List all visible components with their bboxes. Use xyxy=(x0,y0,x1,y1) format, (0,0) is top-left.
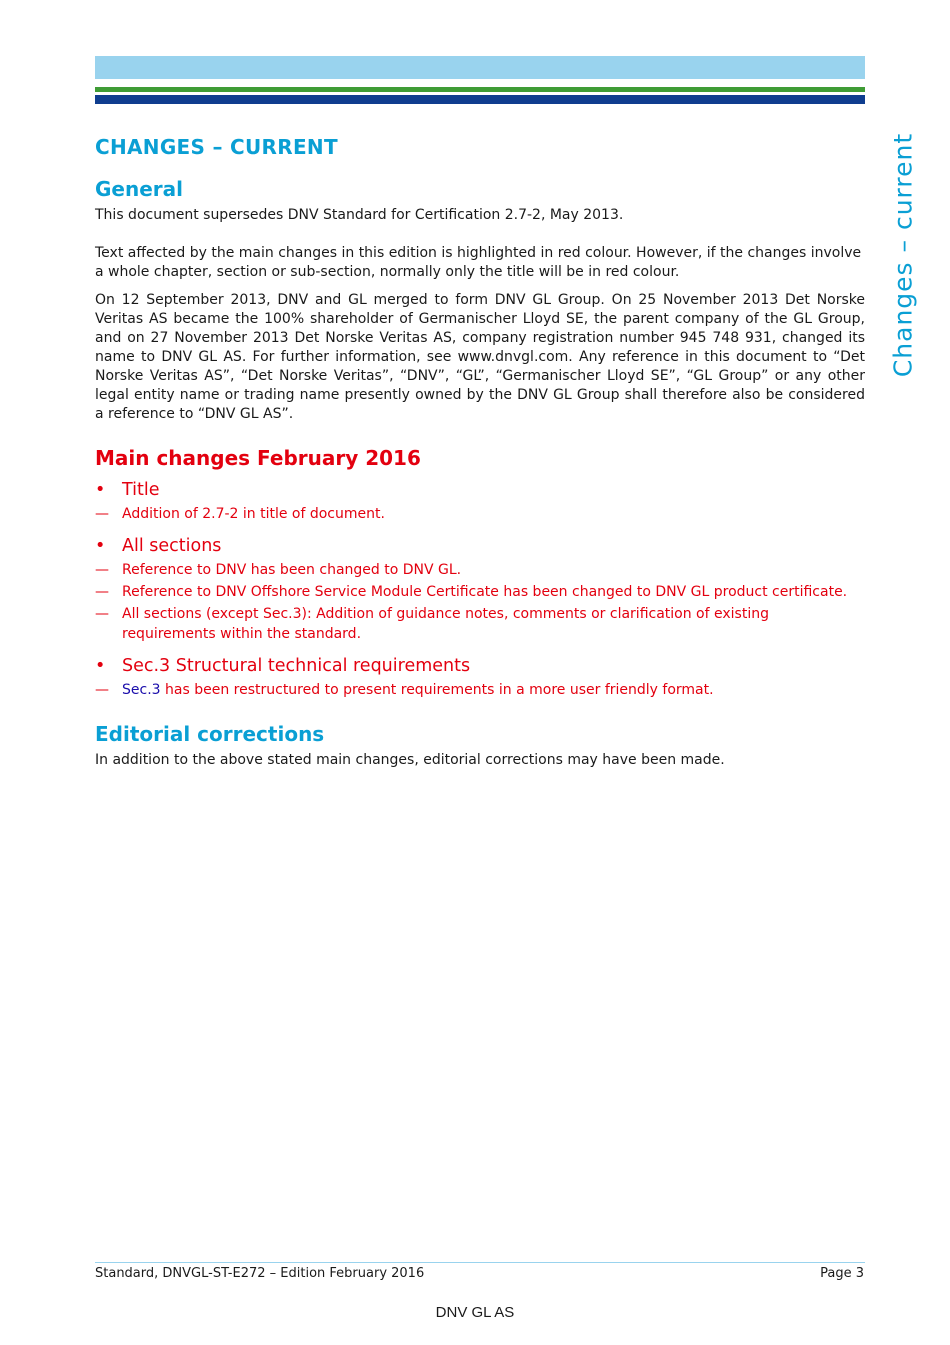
footer-company: DNV GL AS xyxy=(435,1304,515,1321)
change-item-text xyxy=(122,680,714,700)
header-band-navy xyxy=(95,95,865,104)
dash-icon: — xyxy=(95,606,109,622)
change-group-label: All sections xyxy=(122,536,222,556)
bullet-icon: • xyxy=(95,480,106,500)
change-item xyxy=(95,680,865,700)
dash-icon: — xyxy=(95,506,109,522)
section-3-link[interactable]: Sec.3 xyxy=(122,682,161,698)
editorial-paragraph: In addition to the above stated main changes, editorial corrections may have been made. xyxy=(95,752,725,768)
general-paragraph-3: On 12 September 2013, DNV and GL merged to form DNV GL Group. On 25 November 2013 Det Norske Veritas AS became the 100% shareholder of Germanischer Lloyd SE, the parent company of the GL Group, and on 27 November 2013 Det Norske Veritas AS, company registration number 945 748 931, changed its name to DNV GL AS. For further information, see www.dnvgl.com. Any reference in this document to “Det Norske Veritas AS”, “Det Norske Veritas”, “DNV”, “GL”, “Germanischer Lloyd SE”, “GL Group” or any other legal entity name or trading name presently owned by the DNV GL Group shall therefore also be considered a reference to “DNV GL AS”. xyxy=(95,292,865,422)
side-tab-label: Changes – current xyxy=(888,132,918,378)
change-item-rest: has been restructured to present requirements in a more user friendly format. xyxy=(160,682,714,698)
editorial-heading: Editorial corrections xyxy=(95,722,325,746)
change-item-text: Addition of 2.7-2 in title of document. xyxy=(122,506,385,522)
dash-icon: — xyxy=(95,682,109,698)
dash-icon: — xyxy=(95,562,109,578)
change-group-title xyxy=(95,534,865,558)
page-content xyxy=(95,133,865,770)
change-group-title xyxy=(95,654,865,678)
footer-page-number: Page 3 xyxy=(820,1266,864,1281)
main-changes-heading: Main changes February 2016 xyxy=(95,446,421,470)
header-band-green xyxy=(95,87,865,92)
change-item xyxy=(95,582,865,602)
change-item xyxy=(95,560,865,580)
change-item-text: All sections (except Sec.3): Addition of guidance notes, comments or clarification of existing requirements within the standard. xyxy=(122,606,769,642)
change-group-label: Sec.3 Structural technical requirements xyxy=(122,656,471,676)
footer-divider xyxy=(95,1262,865,1263)
change-group-title xyxy=(95,478,865,502)
general-paragraph-1: This document supersedes DNV Standard for Certification 2.7-2, May 2013. xyxy=(95,207,624,223)
change-item xyxy=(95,604,865,644)
change-item-text: Reference to DNV has been changed to DNV GL. xyxy=(122,562,462,578)
footer-document-id: Standard, DNVGL-ST-E272 – Edition February 2016 xyxy=(95,1266,425,1281)
general-heading: General xyxy=(95,177,183,201)
bullet-icon: • xyxy=(95,536,106,556)
header-band-light xyxy=(95,56,865,79)
general-paragraph-2: Text affected by the main changes in this edition is highlighted in red colour. However, if the changes involve a whole chapter, section or sub-section, normally only the title will be in red colour. xyxy=(95,245,862,280)
bullet-icon: • xyxy=(95,656,106,676)
change-item xyxy=(95,504,865,524)
change-group-label: Title xyxy=(122,480,160,500)
dash-icon: — xyxy=(95,584,109,600)
change-item-text: Reference to DNV Offshore Service Module Certificate has been changed to DNV GL product certificate. xyxy=(122,584,848,600)
main-changes-list xyxy=(95,478,865,700)
page-title: CHANGES – CURRENT xyxy=(95,135,338,159)
